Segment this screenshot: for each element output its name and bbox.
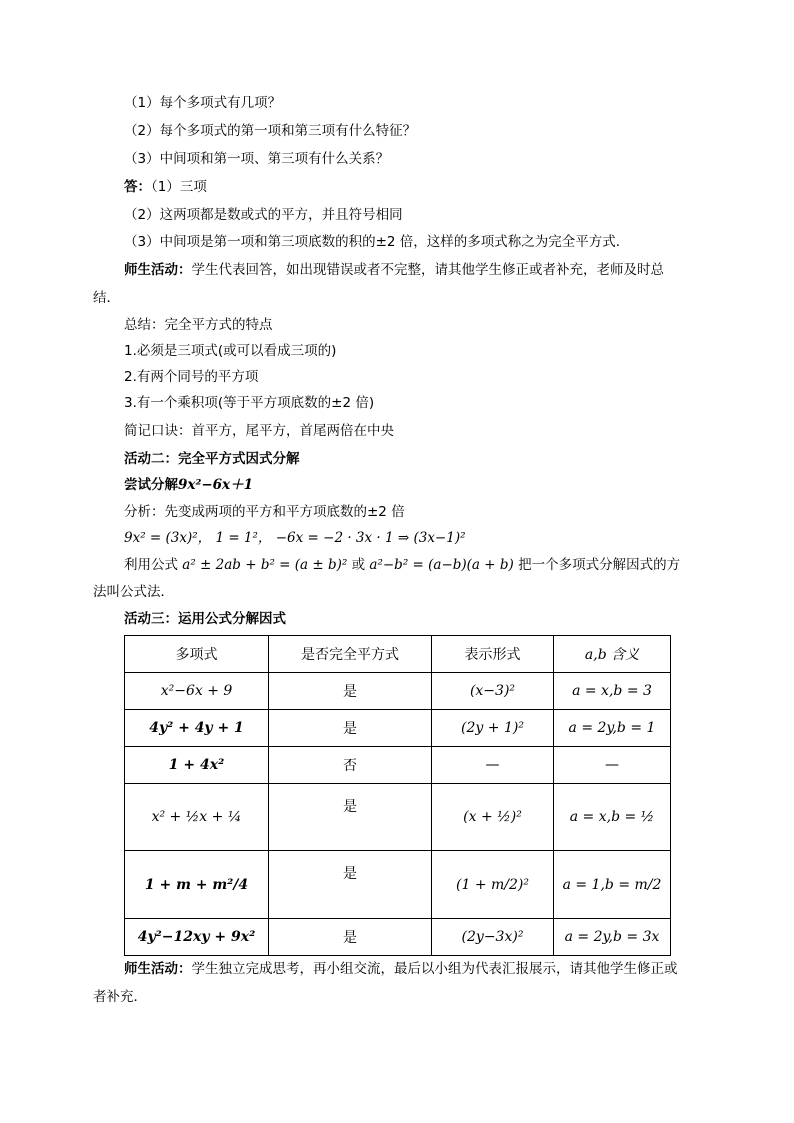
cell-ab-meaning: a = x,b = ½: [554, 784, 671, 851]
analysis: 分析：先变成两项的平方和平方项底数的±2 倍: [124, 504, 405, 520]
activity-note-2-line1: [124, 960, 678, 978]
answer-2: （2）这两项都是数或式的平方，并且符号相同: [124, 207, 403, 223]
mnemonic: 简记口诀：首平方，尾平方，首尾两倍在中央: [124, 423, 394, 439]
answer-1: （1）三项: [151, 179, 207, 195]
table-row: [125, 784, 671, 851]
question-2: （2）每个多项式的第一项和第三项有什么特征？: [124, 123, 417, 139]
cell-ab-meaning: —: [554, 747, 671, 784]
formula-prefix: 利用公式: [124, 557, 178, 573]
cell-ab-meaning: a = 1,b = m/2: [554, 851, 671, 919]
cell-is-perfect-square: 是: [269, 710, 432, 747]
activity-note-1-line2: 结．: [93, 290, 120, 306]
difference-formula: a²−b² = (a−b)(a + b): [369, 557, 514, 573]
cell-form: (2y−3x)²: [432, 919, 554, 956]
formula-line-1: [124, 556, 680, 574]
activity-2-try-line: [124, 476, 253, 494]
activity-note-2-label: 师生活动：: [124, 961, 192, 977]
cell-polynomial: x² + ½x + ¼: [125, 784, 269, 851]
cell-is-perfect-square: 是: [269, 919, 432, 956]
activity-3-heading: 活动三：运用公式分解因式: [124, 611, 286, 627]
cell-polynomial: 1 + m + m²/4: [125, 851, 269, 919]
activity-note-2-text: 学生独立完成思考，再小组交流，最后以小组为代表汇报展示，请其他学生修正或: [191, 961, 678, 977]
activity-note-1-text: 学生代表回答，如出现错误或者不完整，请其他学生修正或者补充，老师及时总: [191, 262, 664, 278]
summary-title: 总结：完全平方式的特点: [124, 317, 273, 333]
cell-is-perfect-square: 是: [269, 851, 432, 919]
try-expression: 9x²−6x＋1: [178, 477, 254, 493]
header-form: 表示形式: [432, 636, 554, 673]
cell-polynomial: 4y²−12xy + 9x²: [125, 919, 269, 956]
cell-form: (x−3)²: [432, 673, 554, 710]
cell-polynomial: 4y² + 4y + 1: [125, 710, 269, 747]
cell-polynomial: 1 + 4x²: [125, 747, 269, 784]
cell-polynomial: x²−6x + 9: [125, 673, 269, 710]
cell-form: (2y + 1)²: [432, 710, 554, 747]
activity-2-heading: 活动二：完全平方式因式分解: [124, 451, 300, 467]
cell-ab-meaning: a = 2y,b = 3x: [554, 919, 671, 956]
header-ab-meaning: a,b 含义: [554, 636, 671, 673]
derivation: 9x² = (3x)²， 1 = 1²， −6x = −2 · 3x · 1 ⇒ (3x−1)²: [124, 530, 466, 546]
cell-form: —: [432, 747, 554, 784]
cell-is-perfect-square: 是: [269, 784, 432, 851]
cell-is-perfect-square: 否: [269, 747, 432, 784]
table-row: [125, 673, 671, 710]
summary-item-2: 2.有两个同号的平方项: [124, 369, 259, 385]
table-row: [125, 851, 671, 919]
cell-ab-meaning: a = 2y,b = 1: [554, 710, 671, 747]
cell-form: (1 + m/2)²: [432, 851, 554, 919]
square-formula: a² ± 2ab + b² = (a ± b)²: [182, 557, 348, 573]
header-is-perfect-square: 是否完全平方式: [269, 636, 432, 673]
activity-note-2-line2: 者补充．: [93, 989, 147, 1005]
answer-label: 答：: [124, 179, 151, 195]
cell-ab-meaning: a = x,b = 3: [554, 673, 671, 710]
factoring-table: [124, 635, 671, 956]
formula-line-2: 法叫公式法．: [93, 584, 174, 600]
activity-note-1-line1: [124, 261, 664, 279]
answer-1-line: [124, 178, 207, 196]
table-row: [125, 747, 671, 784]
summary-item-3: 3.有一个乘积项(等于平方项底数的±2 倍): [124, 395, 375, 411]
activity-note-1-label: 师生活动：: [124, 262, 192, 278]
cell-form: (x + ½)²: [432, 784, 554, 851]
cell-is-perfect-square: 是: [269, 673, 432, 710]
header-polynomial: 多项式: [125, 636, 269, 673]
table-row: [125, 919, 671, 956]
try-label: 尝试分解: [124, 477, 178, 493]
question-1: （1）每个多项式有几项？: [124, 95, 282, 111]
formula-or: 或: [351, 557, 366, 573]
question-3: （3）中间项和第一项、第三项有什么关系？: [124, 151, 390, 167]
summary-item-1: 1.必须是三项式(或可以看成三项的): [124, 343, 337, 359]
formula-suffix: 把一个多项式分解因式的方: [518, 557, 681, 573]
answer-3: （3）中间项是第一项和第三项底数的积的±2 倍，这样的多项式称之为完全平方式．: [124, 234, 630, 250]
table-header-row: [125, 636, 671, 673]
table-row: [125, 710, 671, 747]
